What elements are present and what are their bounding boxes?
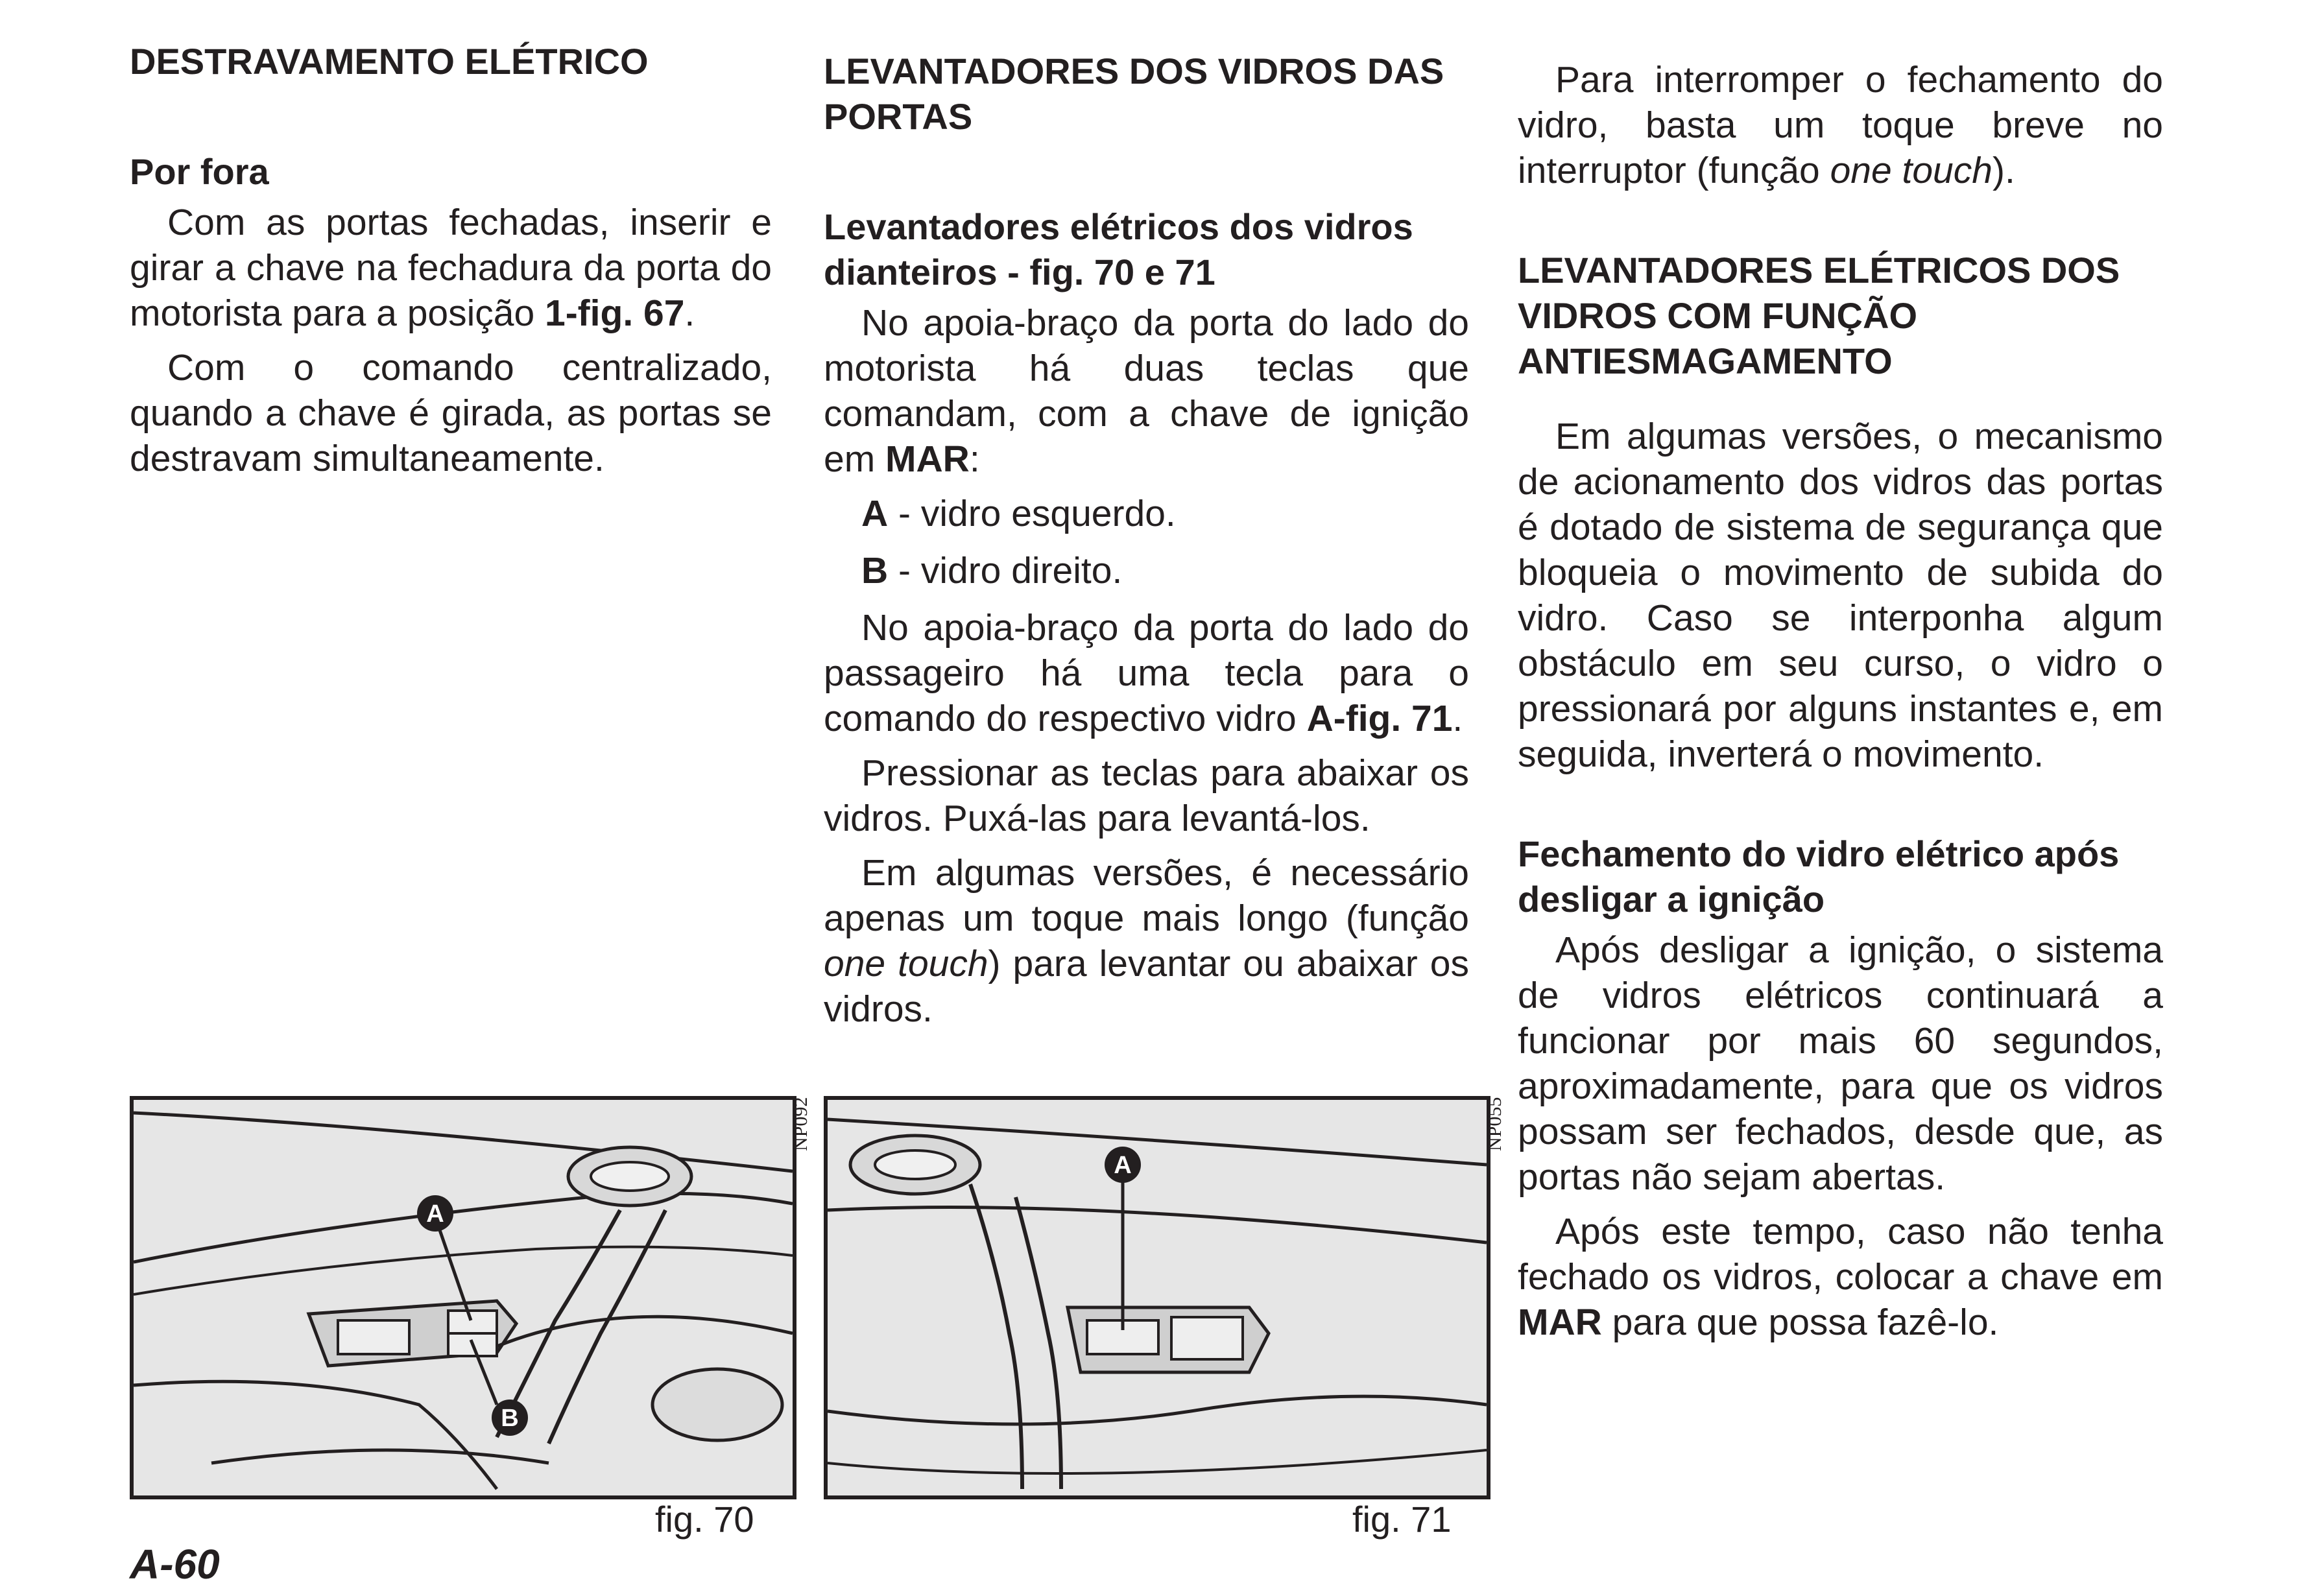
heading-antiesmagamento: LEVANTADORES ELÉTRICOS DOS VIDROS COM FUNÇÃO ANTIESMAGAMENTO [1518, 250, 2120, 381]
paragraph: Em algumas versões, o mecanismo de acionamento dos vidros das portas é dotado de sistema de segurança que bloqueia o movimento de subida do vidro. Caso se interponha algum obstáculo em seu curso, o vidro o pressionará por alguns instantes e, em seguida, inverterá o movimento. [1518, 416, 2163, 775]
paragraph: Pressionar as teclas para abaixar os vidros. Puxá-las para levantá-los. [824, 752, 1469, 839]
page-number: A-60 [130, 1541, 220, 1588]
paragraph: Com as portas fechadas, inserir e girar a chave na fechadura da porta do motorista para a posição 1-fig. 67. [130, 202, 772, 334]
heading-destravamento: DESTRAVAMENTO ELÉTRICO [130, 41, 649, 82]
callout-a: A [1114, 1152, 1132, 1179]
figure-code: NP092 [790, 1097, 811, 1151]
paragraph: Após desligar a ignição, o sistema de vidros elétricos continuará a funcionar por mais 60 segundos, aproximadamente, para que os vidros possam ser fechados, desde que, as portas não sejam abertas. [1518, 929, 2163, 1198]
paragraph: Para interromper o fechamento do vidro, basta um toque breve no interruptor (função one touch). [1518, 59, 2163, 191]
column-1 [130, 39, 772, 490]
figure-caption: fig. 70 [655, 1499, 754, 1540]
figure-70-door-panel [130, 1096, 796, 1499]
paragraph: Com o comando centralizado, quando a chave é girada, as portas se destravam simultaneamente. [130, 347, 772, 479]
column-3 [1518, 57, 2163, 1354]
list-item: A - vidro esquerdo. [861, 493, 1176, 534]
figure-71-door-panel [824, 1096, 1490, 1499]
door-armrest-driver-illustration [134, 1100, 793, 1495]
column-2 [824, 49, 1469, 1041]
heading-levantadores: LEVANTADORES DOS VIDROS DAS PORTAS [824, 51, 1444, 137]
figure-code: NP055 [1484, 1097, 1505, 1151]
callout-a: A [426, 1200, 444, 1228]
paragraph: Após este tempo, caso não tenha fechado os vidros, colocar a chave em MAR para que possa fazê-lo. [1518, 1211, 2163, 1343]
callout-b: B [501, 1405, 519, 1432]
paragraph: No apoia-braço da porta do lado do passageiro há uma tecla para o comando do respectivo vidro A-fig. 71. [824, 607, 1469, 739]
paragraph: Em algumas versões, é necessário apenas um toque mais longo (função one touch) para levantar ou abaixar os vidros. [824, 852, 1469, 1030]
subheading-levantadores-dianteiros: Levantadores elétricos dos vidros dianteiros - fig. 70 e 71 [824, 206, 1413, 292]
paragraph: No apoia-braço da porta do lado do motorista há duas teclas que comandam, com a chave de ignição em MAR: [824, 302, 1469, 480]
list-item: B - vidro direito. [861, 550, 1123, 591]
figure-caption: fig. 71 [1352, 1499, 1452, 1540]
subheading-fechamento: Fechamento do vidro elétrico após desligar a ignição [1518, 833, 2120, 920]
subheading-por-fora: Por fora [130, 151, 269, 192]
door-armrest-passenger-illustration [828, 1100, 1487, 1495]
